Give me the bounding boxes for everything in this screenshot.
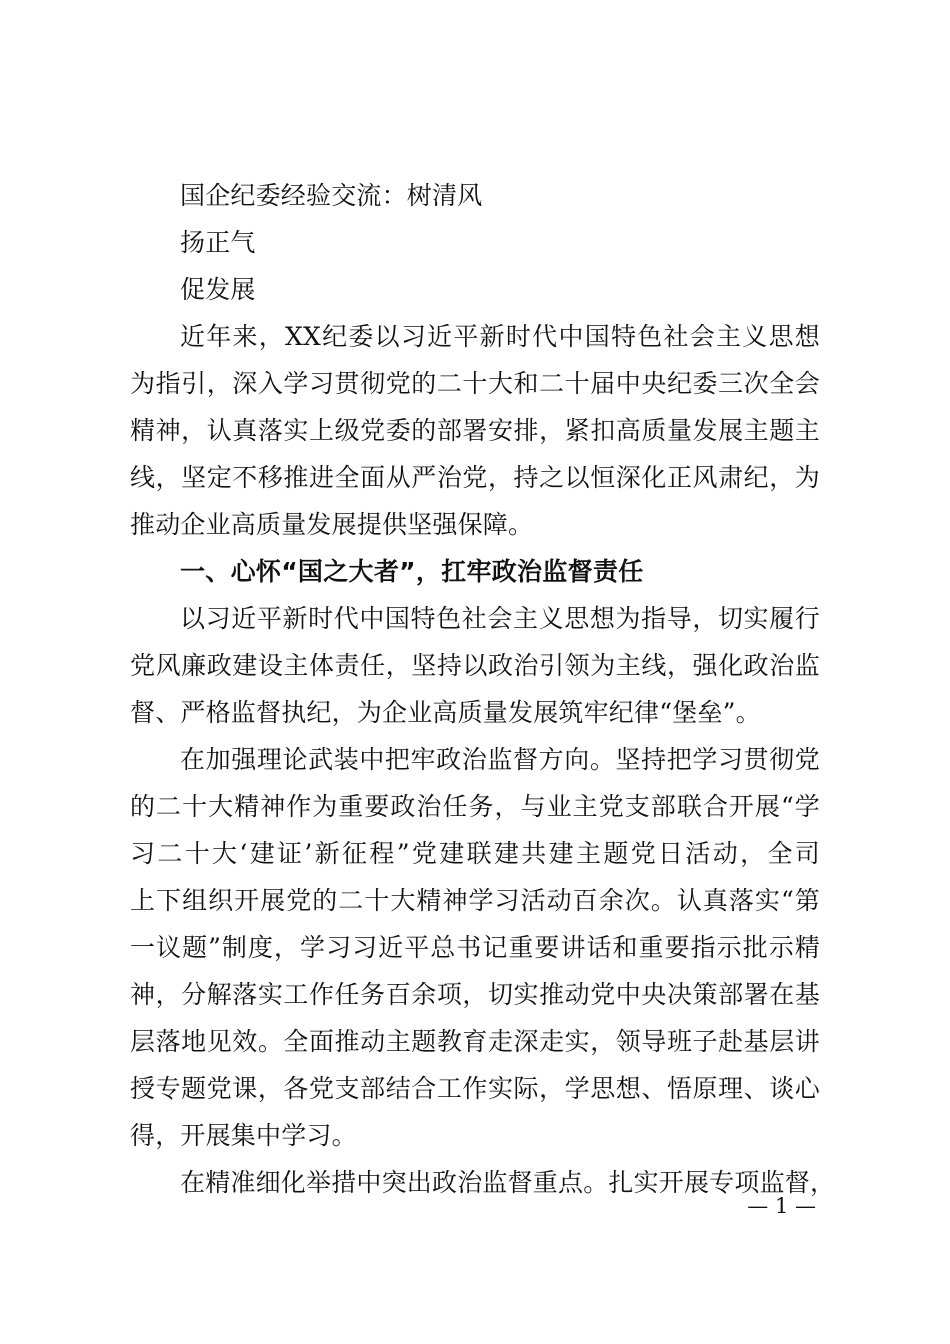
intro-line-2: 为指引，深入学习贯彻党的二十大和二十届中央纪委三次全会 [130, 369, 820, 398]
section-para-2-line-3: 习二十大‘建证’新征程”党建联建共建主题党日活动，全司 [130, 839, 820, 868]
title-line-1: 国企纪委经验交流：树清风 [180, 181, 483, 210]
intro-paragraph [130, 313, 820, 548]
page-number: — 1 — [747, 1194, 816, 1218]
document-title [130, 172, 820, 313]
intro-line-3: 精神，认真落实上级党委的部署安排，紧扣高质量发展主题主 [130, 416, 820, 445]
title-line-2: 扬正气 [180, 228, 256, 257]
intro-line-4: 线，坚定不移推进全面从严治党，持之以恒深化正风肃纪，为 [130, 463, 820, 492]
document-body [130, 172, 836, 1206]
section-para-2-line-1: 在加强理论武装中把牢政治监督方向。坚持把学习贯彻党 [180, 745, 820, 774]
section-heading: 一、心怀“国之大者”，扛牢政治监督责任 [180, 557, 644, 586]
section-paragraph-2 [130, 736, 820, 1159]
intro-line-5: 推动企业高质量发展提供坚强保障。 [130, 510, 534, 539]
section-para-1-line-3: 督、严格监督执纪，为企业高质量发展筑牢纪律“堡垒”。 [130, 698, 761, 727]
section-para-2-line-8: 授专题党课，各党支部结合工作实际，学思想、悟原理、谈心 [130, 1074, 820, 1103]
section-para-2-line-6: 神，分解落实工作任务百余项，切实推动党中央决策部署在基 [130, 980, 820, 1009]
section-para-2-line-2: 的二十大精神作为重要政治任务，与业主党支部联合开展“学 [130, 792, 820, 821]
section-paragraph-1 [130, 595, 820, 736]
section-para-2-line-7: 层落地见效。全面推动主题教育走深走实，领导班子赴基层讲 [130, 1027, 820, 1056]
section-para-1-line-1: 以习近平新时代中国特色社会主义思想为指导，切实履行 [180, 604, 820, 633]
title-line-3: 促发展 [180, 275, 256, 304]
section-para-2-line-5: 一议题”制度，学习习近平总书记重要讲话和重要指示批示精 [130, 933, 820, 962]
section-paragraph-3 [130, 1159, 836, 1206]
intro-line-1: 近年来，XX纪委以习近平新时代中国特色社会主义思想 [180, 322, 820, 351]
section-para-1-line-2: 党风廉政建设主体责任，坚持以政治引领为主线，强化政治监 [130, 651, 820, 680]
section-para-2-line-4: 上下组织开展党的二十大精神学习活动百余次。认真落实“第 [130, 886, 820, 915]
section-para-2-line-9: 得，开展集中学习。 [130, 1121, 357, 1150]
section-para-3-line-1: 在精准细化举措中突出政治监督重点。扎实开展专项监督， [180, 1168, 836, 1197]
